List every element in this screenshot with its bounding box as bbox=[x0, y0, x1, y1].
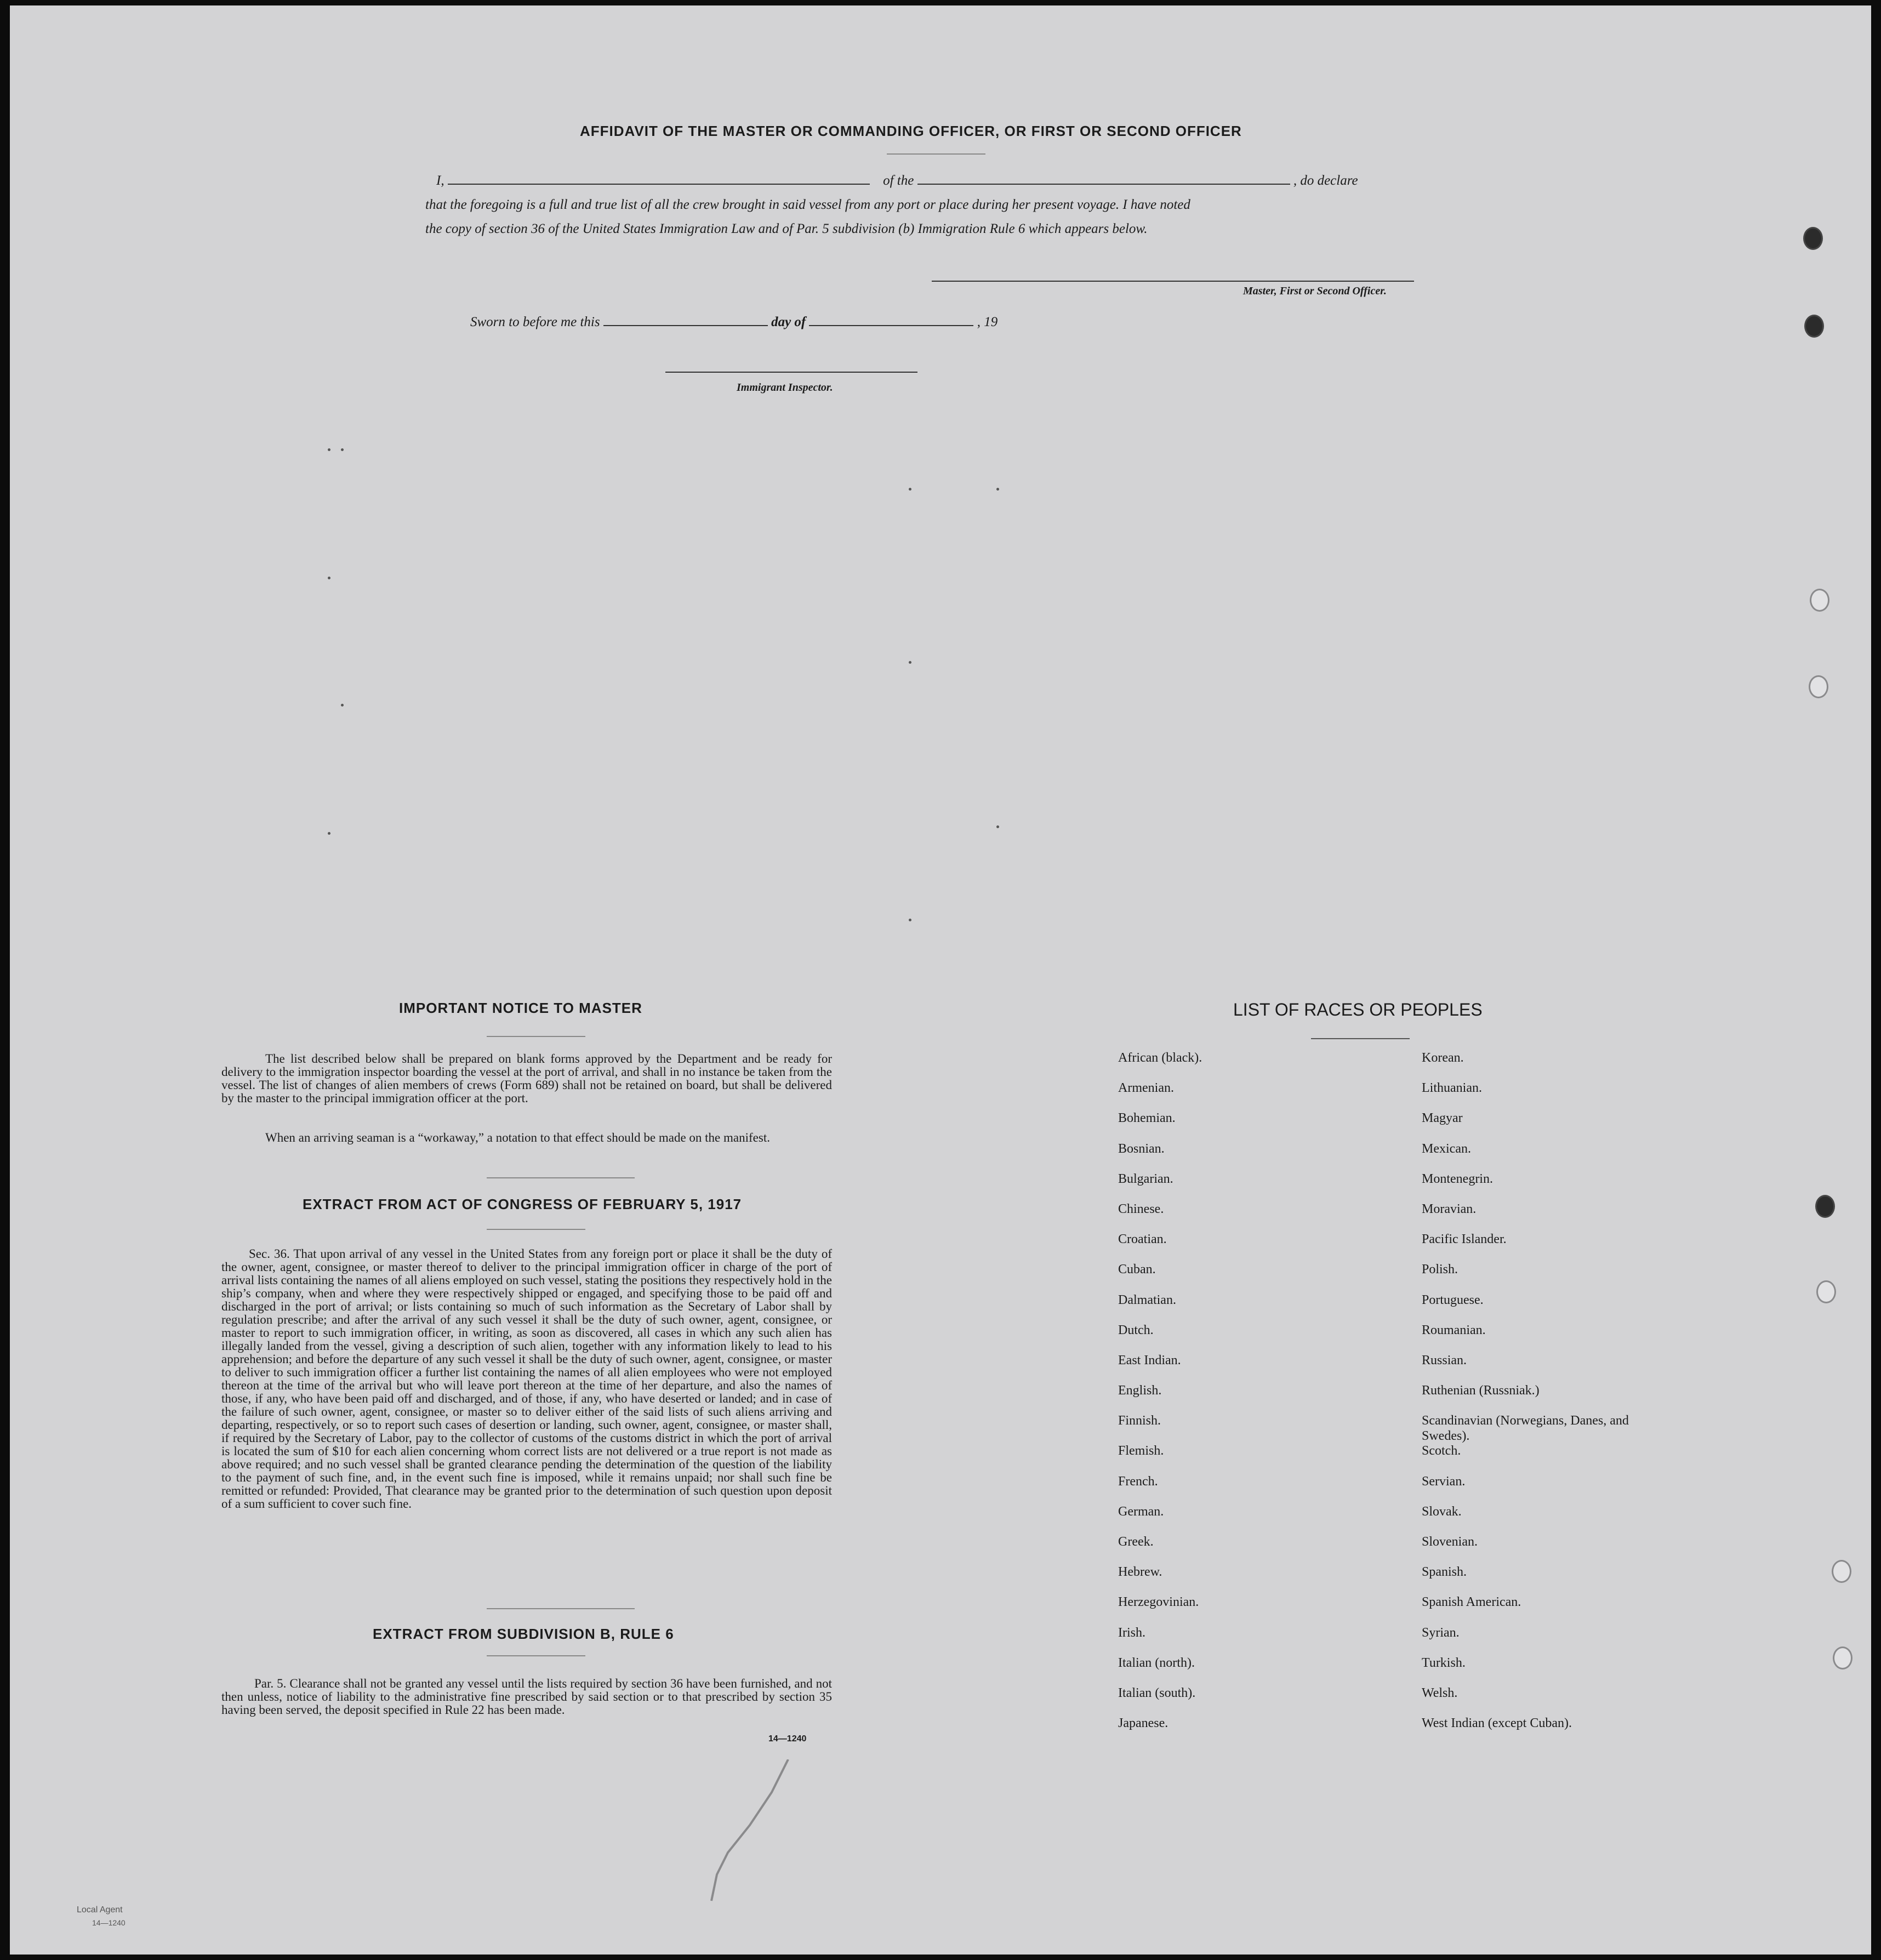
races-left-column bbox=[1118, 1050, 1202, 1746]
faint-mark bbox=[909, 488, 911, 491]
race-item: Moravian. bbox=[1422, 1201, 1477, 1216]
divider bbox=[1311, 1038, 1410, 1039]
faint-mark bbox=[996, 488, 999, 491]
race-item: Scotch. bbox=[1422, 1444, 1461, 1458]
declaration-do-declare: , do declare bbox=[1293, 173, 1358, 188]
notice-title: IMPORTANT NOTICE TO MASTER bbox=[399, 1000, 642, 1016]
rule-title: EXTRACT FROM SUBDIVISION B, RULE 6 bbox=[373, 1626, 674, 1642]
race-item: Bosnian. bbox=[1118, 1141, 1165, 1156]
notice-paragraph-2: When an arriving seaman is a “workaway,” a notation to that effect should be made on the manifest. bbox=[265, 1131, 770, 1144]
race-item: Welsh. bbox=[1422, 1685, 1458, 1700]
race-item: Lithuanian. bbox=[1422, 1081, 1482, 1096]
race-item: Syrian. bbox=[1422, 1625, 1460, 1640]
declaration-line-2: that the foregoing is a full and true list of all the crew brought in said vessel from any port or place during her present voyage. I have noted bbox=[425, 197, 1190, 212]
punch-hole bbox=[1833, 1646, 1853, 1670]
race-item: Slovak. bbox=[1422, 1504, 1462, 1519]
affidavit-title: AFFIDAVIT OF THE MASTER OR COMMANDING OFFICER, OR FIRST OR SECOND OFFICER bbox=[580, 123, 1242, 139]
race-item: African (black). bbox=[1118, 1051, 1202, 1065]
race-item: Japanese. bbox=[1118, 1716, 1168, 1731]
divider bbox=[487, 1036, 585, 1037]
act-title: EXTRACT FROM ACT OF CONGRESS OF FEBRUARY 5, 1917 bbox=[303, 1196, 742, 1212]
sworn-year: , 19 bbox=[977, 315, 998, 329]
race-item: Spanish. bbox=[1422, 1565, 1467, 1580]
divider bbox=[887, 153, 985, 155]
notice-paragraph-1: The list described below shall be prepared on blank forms approved by the Department and be ready for delivery to the immigration inspector boarding the vessel at the port of arrival, and shall in no instance be taken from the vessel. The list of changes of alien members of crews (Form 689) shall not be retained on board, but shall be delivered by the master to the principal immigration officer at the port. bbox=[221, 1052, 832, 1105]
race-item: Italian (south). bbox=[1118, 1685, 1196, 1700]
punch-hole bbox=[1832, 1560, 1851, 1583]
race-item: Pacific Islander. bbox=[1422, 1232, 1507, 1247]
race-item: Russian. bbox=[1422, 1353, 1467, 1368]
inspector-signature-line[interactable] bbox=[665, 372, 917, 373]
race-item: Finnish. bbox=[1118, 1414, 1161, 1428]
race-item: Croatian. bbox=[1118, 1232, 1167, 1247]
declaration-line-1 bbox=[425, 173, 1445, 189]
sworn-month-blank[interactable] bbox=[809, 315, 973, 326]
race-item: Dalmatian. bbox=[1118, 1292, 1176, 1307]
race-item: Portuguese. bbox=[1422, 1292, 1484, 1307]
divider bbox=[487, 1655, 585, 1656]
stub-label: Local Agent bbox=[77, 1905, 123, 1915]
race-item: German. bbox=[1118, 1504, 1164, 1519]
signature-label: Master, First or Second Officer. bbox=[1243, 285, 1387, 297]
race-item: Spanish American. bbox=[1422, 1595, 1521, 1610]
punch-hole bbox=[1809, 675, 1828, 698]
divider bbox=[487, 1229, 585, 1230]
form-number: 14—1240 bbox=[768, 1734, 807, 1744]
race-item: Hebrew. bbox=[1118, 1565, 1162, 1580]
faint-mark bbox=[328, 448, 330, 451]
punch-hole bbox=[1810, 589, 1829, 612]
faint-mark bbox=[909, 919, 911, 921]
race-item: Montenegrin. bbox=[1422, 1171, 1493, 1186]
signature-line[interactable] bbox=[932, 281, 1414, 282]
divider bbox=[487, 1177, 635, 1178]
sworn-day-of: day of bbox=[771, 315, 806, 329]
race-item: Roumanian. bbox=[1422, 1323, 1486, 1337]
faint-mark bbox=[328, 832, 330, 835]
races-right-column bbox=[1422, 1050, 1652, 1746]
race-item: West Indian (except Cuban). bbox=[1422, 1716, 1572, 1731]
stub-form-number: 14—1240 bbox=[92, 1918, 126, 1927]
punch-hole bbox=[1804, 315, 1824, 338]
sworn-text: Sworn to before me this bbox=[470, 315, 600, 329]
race-item: Irish. bbox=[1118, 1625, 1145, 1640]
race-item: French. bbox=[1118, 1474, 1158, 1489]
faint-mark bbox=[328, 577, 330, 579]
faint-mark bbox=[341, 448, 344, 451]
sworn-line bbox=[470, 315, 998, 330]
faint-mark bbox=[909, 661, 911, 664]
race-item: Turkish. bbox=[1422, 1655, 1466, 1670]
race-item: East Indian. bbox=[1118, 1353, 1181, 1368]
rule-paragraph: Par. 5. Clearance shall not be granted any vessel until the lists required by section 36 have been furnished, and not then unless, notice of liability to the administrative fine prescribed by said section or to that prescribed by section 35 having been served, the deposit specified in Rule 22 has been made. bbox=[221, 1677, 832, 1717]
race-item: Chinese. bbox=[1118, 1201, 1164, 1216]
inspector-label: Immigrant Inspector. bbox=[737, 381, 833, 394]
punch-hole bbox=[1815, 1195, 1835, 1218]
paper-crease bbox=[706, 1759, 794, 1902]
act-section-36: Sec. 36. That upon arrival of any vessel in the United States from any foreign port or place it shall be the duty of the owner, agent, consignee, or master thereof to deliver to the principal immigration officer in charge of the port of arrival lists containing the names of all aliens employed on such vessel, stating the positions they respectively hold in the ship’s company, when and where they were respectively shipped or engaged, and specifying those to be paid off and discharged in the port of arrival; or lists containing so much of such information as the Secretary of Labor shall by regulation prescribe; and after the arrival of any such vessel it shall be the duty of such owner, agent, consignee, or master to report to such immigration officer, in writing, as soon as discovered, all cases in which any such alien has illegally landed from the vessel, giving a description of such alien, together with any information likely to lead to his apprehension; and before the departure of any such vessel it shall be the duty of such owner, agent, consignee, or master to deliver to such immigration officer a further list containing the names of all alien employees who were not employed thereon at the time of the arrival but who will leave port thereon at the time of her departure, and also the names of those, if any, who have been paid off and discharged, and of those, if any, who have deserted or landed; and in case of the failure of such owner, agent, consignee, or master so to deliver either of the said lists of such aliens arriving and departing, respectively, or so to report such cases of desertion or landing, such owner, agent, consignee, or master shall, if required by the Secretary of Labor, pay to the collector of customs of the customs district in which the port of arrival is located the sum of $10 for each alien concerning whom correct lists are not delivered or a true report is not made as above required; and no such vessel shall be granted clearance pending the determination of the question of the liability to the payment of such fine, and, in the event such fine is imposed, while it remains unpaid; nor shall such fine be remitted or refunded: Provided, That clearance may be granted prior to the determination of such question upon deposit of a sum sufficient to cover such fine. bbox=[221, 1247, 832, 1511]
declaration-i: I, bbox=[436, 173, 444, 188]
race-item: English. bbox=[1118, 1383, 1162, 1398]
race-item: Cuban. bbox=[1118, 1262, 1156, 1277]
race-item: Herzegovinian. bbox=[1118, 1595, 1199, 1610]
declaration-line-3: the copy of section 36 of the United States Immigration Law and of Par. 5 subdivision (b) Immigration Rule 6 which appears below. bbox=[425, 221, 1148, 236]
race-item: Ruthenian (Russniak.) bbox=[1422, 1383, 1540, 1398]
sworn-date-blank[interactable] bbox=[603, 315, 768, 326]
name-blank[interactable] bbox=[448, 174, 870, 185]
vessel-blank[interactable] bbox=[917, 174, 1290, 185]
punch-hole bbox=[1816, 1280, 1836, 1303]
race-item: Slovenian. bbox=[1422, 1535, 1478, 1549]
race-item: Italian (north). bbox=[1118, 1655, 1195, 1670]
races-title: LIST OF RACES OR PEOPLES bbox=[1233, 1000, 1483, 1019]
race-item: Scandinavian (Norwegians, Danes, and Swedes). bbox=[1422, 1414, 1629, 1444]
race-item: Dutch. bbox=[1118, 1323, 1154, 1337]
declaration-of-the: of the bbox=[883, 173, 914, 188]
race-item: Polish. bbox=[1422, 1262, 1458, 1277]
race-item: Bulgarian. bbox=[1118, 1171, 1173, 1186]
document-sheet bbox=[10, 5, 1871, 1955]
race-item: Armenian. bbox=[1118, 1081, 1174, 1096]
race-item: Korean. bbox=[1422, 1051, 1464, 1065]
punch-hole bbox=[1803, 227, 1823, 250]
race-item: Bohemian. bbox=[1118, 1111, 1176, 1126]
race-item: Flemish. bbox=[1118, 1444, 1164, 1458]
faint-mark bbox=[341, 704, 344, 706]
faint-mark bbox=[996, 825, 999, 828]
race-item: Servian. bbox=[1422, 1474, 1466, 1489]
divider bbox=[487, 1608, 635, 1609]
race-item: Mexican. bbox=[1422, 1141, 1471, 1156]
race-item: Magyar bbox=[1422, 1111, 1463, 1126]
race-item: Greek. bbox=[1118, 1535, 1154, 1549]
